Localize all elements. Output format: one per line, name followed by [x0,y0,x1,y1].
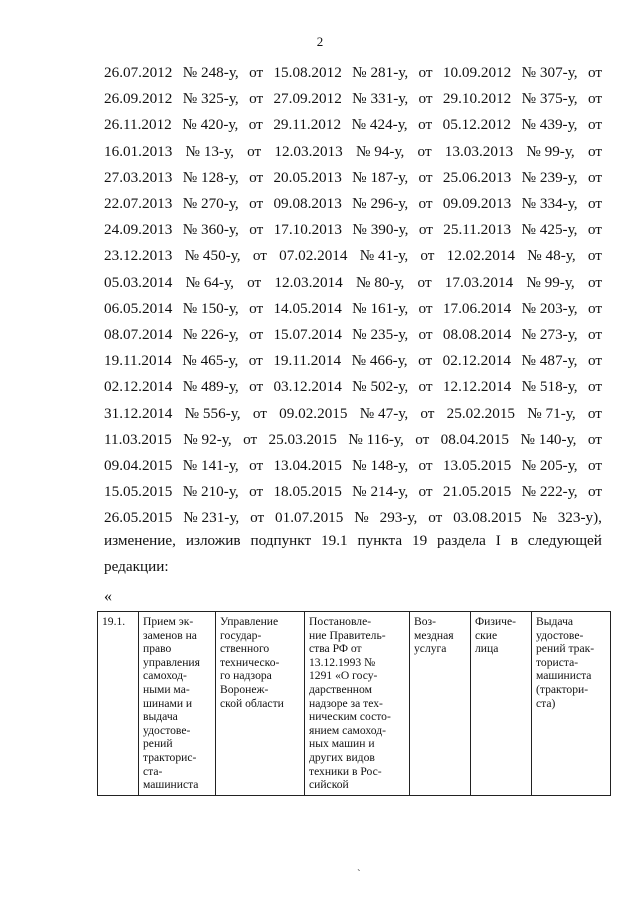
text-token: № 235-у, [352,326,409,343]
text-line [104,221,602,243]
text-token: № 556-у, [184,404,241,422]
text-token: 22.07.2013 [104,195,173,212]
text-line [104,431,602,453]
text-token: 08.04.2015 [440,430,509,448]
text-token: 26.05.2015 [104,509,173,527]
text-token: № 502-у, [352,378,409,396]
text-token: от [418,195,433,212]
text-token: № 296-у, [352,195,409,212]
text-token: 26.11.2012 [104,116,172,134]
opening-quote: « [104,588,112,605]
text-token: изменение, [104,532,176,549]
text-token: от [415,430,430,448]
text-token: 09.02.2015 [279,404,348,422]
text-token: от [248,116,263,134]
text-token: 11.03.2015 [104,430,172,448]
text-line [104,274,602,296]
text-token: 25.02.2015 [446,404,515,422]
text-token: от [428,509,443,527]
text-line [104,457,602,479]
text-token: 05.03.2014 [104,273,173,291]
text-token: от [249,221,264,239]
text-token: 24.09.2013 [104,221,173,239]
text-token: от [587,90,602,108]
text-token: 29.10.2012 [442,90,512,108]
text-token: от [418,483,433,501]
text-token: 15.08.2012 [273,64,342,81]
text-token: в [510,532,518,549]
text-token: 13.04.2015 [273,457,342,474]
text-token: № [532,509,547,527]
text-token: 12.12.2014 [442,378,512,396]
text-token: № 48-у, [527,247,576,265]
text-token: от [587,116,602,134]
text-token: 19 [411,532,428,549]
text-line [104,116,602,138]
cell-service-name: Прием эк- заменов на право управления самоход- ными ма- шинами и выдача удостове- рений тракторис- ста- машиниста [139,612,216,796]
text-token: 20.05.2013 [273,168,342,186]
text-token: от [249,457,264,474]
text-token: от [249,64,264,81]
continuation-line-2: редакции: [104,558,169,575]
cell-authority: Управление государ- ственного техническо- го надзора Воронеж- ской области [216,612,305,796]
text-token: от [243,430,258,448]
text-token: № 99-у, [526,142,575,160]
text-token: № 148-у, [352,457,409,474]
text-token: от [587,430,602,448]
text-token: от [587,326,602,343]
cell-recipients: Физиче- ские лица [471,612,532,796]
text-token: № 94-у, [355,142,405,160]
text-token: от [252,247,267,265]
text-token: 19.11.2014 [273,352,342,370]
text-token: 02.12.2014 [442,352,511,370]
cell-number: 19.1. [98,612,139,796]
text-line [104,300,602,322]
text-token: 323-у), [557,509,602,527]
text-token: 12.02.2014 [446,247,515,265]
text-token: 27.09.2012 [273,90,342,108]
text-token: № 13-у, [185,142,234,160]
text-token: от [587,142,602,160]
text-token: 18.05.2015 [273,483,342,501]
text-token: следующей [527,532,602,549]
text-line [104,195,602,217]
text-token: 25.06.2013 [442,168,512,186]
text-token: от [418,64,433,81]
text-token: I [495,532,501,549]
text-token: № 231-у, [183,509,240,527]
text-token: 19.11.2014 [104,352,172,370]
text-token: № 92-у, [183,430,232,448]
text-token: от [417,142,432,160]
text-token: № 489-у, [182,378,239,396]
text-token: от [587,378,602,396]
text-token: № 424-у, [351,116,408,134]
text-token: от [418,168,433,186]
text-line [104,169,602,191]
table-row [98,612,611,796]
text-token: 08.07.2014 [104,326,173,343]
text-token: 29.11.2012 [273,116,342,134]
text-token: 07.02.2014 [279,247,348,265]
text-token: № 360-у, [182,221,239,239]
text-token: 25.03.2015 [268,430,337,448]
continuation-line-1 [104,532,602,550]
text-token: от [587,457,602,474]
text-token: 05.12.2012 [442,116,511,134]
text-token: 01.07.2015 [275,509,344,527]
text-token: 09.04.2015 [104,457,173,474]
text-line [104,378,602,400]
text-token: № 150-у, [182,299,239,317]
text-token: № 99-у, [526,273,575,291]
text-token: от [249,299,264,317]
text-token: 13.05.2015 [442,457,512,474]
text-token: № 141-у, [182,457,239,474]
text-token: от [418,221,433,239]
text-token: от [418,326,433,343]
text-token: 17.03.2014 [444,273,514,291]
text-token: № 325-у, [182,90,239,108]
text-line [104,509,602,531]
text-token: от [418,378,433,396]
text-token: от [418,116,433,134]
text-token: 25.11.2013 [443,221,512,239]
text-token: № 248-у, [182,64,239,81]
text-token: № 331-у, [352,90,409,108]
text-token: от [252,404,267,422]
text-token: № 140-у, [520,430,577,448]
text-token: № 239-у, [521,168,578,186]
text-token: от [250,509,265,527]
text-token: № 80-у, [355,273,405,291]
text-token: 19.1 [321,532,348,549]
text-token: № 270-у, [182,195,239,212]
text-token: № 226-у, [182,326,239,343]
text-token: № 210-у, [182,483,239,501]
text-token: от [420,247,435,265]
text-token: № 487-у, [521,352,578,370]
text-token: 16.01.2013 [104,142,173,160]
text-token: 15.05.2015 [104,483,173,501]
text-token: от [247,142,262,160]
text-line [104,405,602,427]
page-number: 2 [316,34,324,49]
text-token: № 222-у, [521,483,578,501]
text-token: № [354,509,369,527]
text-token: № 450-у, [184,247,241,265]
bottom-mark: ` [357,868,361,880]
text-token: 10.09.2012 [442,64,512,81]
text-token: от [587,483,602,501]
text-token: от [418,90,433,108]
text-token: № 47-у, [359,404,409,422]
text-token: 02.12.2014 [104,378,173,396]
cell-legal-act: Постановле- ние Правитель- ства РФ от 13.12.1993 № 1291 «О госу- дарственном надзоре за тех- ническим состо- янием самоход- ных машин и других видов техники в Рос- сийской [305,612,410,796]
text-token: № 375-у, [521,90,578,108]
text-token: № 161-у, [352,299,409,317]
text-token: от [247,273,262,291]
text-token: № 205-у, [521,457,578,474]
text-token: № 128-у, [182,168,239,186]
cell-payment-type: Воз- мездная услуга [410,612,471,796]
text-token: 03.12.2014 [273,378,342,396]
text-token: № 465-у, [182,352,239,370]
text-token: 17.06.2014 [442,299,512,317]
text-token: 08.08.2014 [442,326,512,343]
text-token: № 116-у, [348,430,404,448]
text-line [104,64,602,86]
text-token: № 187-у, [352,168,409,186]
text-token: от [587,64,602,81]
text-token: № 466-у, [351,352,408,370]
text-token: № 281-у, [352,64,409,81]
text-token: от [587,168,602,186]
text-line [104,483,602,505]
text-token: 17.10.2013 [273,221,342,239]
text-token: подпункт [250,532,312,549]
text-token: 12.03.2014 [274,273,343,291]
text-token: № 203-у, [521,299,578,317]
text-token: № 425-у, [521,221,578,239]
text-line [104,247,602,269]
text-token: 09.08.2013 [273,195,342,212]
text-token: 23.12.2013 [104,247,173,265]
text-line [104,352,602,374]
service-registry-table [97,611,611,796]
text-token: пункта [357,532,403,549]
cell-result: Выдача удостове- рений трак- ториста- машиниста (трактори- ста) [532,612,611,796]
text-line [104,326,602,348]
text-token: № 64-у, [185,273,234,291]
text-token: от [249,378,264,396]
text-token: от [249,168,264,186]
text-token: от [249,326,264,343]
text-token: от [587,404,602,422]
text-token: 26.09.2012 [104,90,173,108]
text-token: № 390-у, [352,221,409,239]
text-token: № 518-у, [521,378,578,396]
text-token: № 71-у, [527,404,576,422]
text-token: от [248,352,263,370]
text-token: 12.03.2013 [274,142,343,160]
text-token: № 273-у, [521,326,578,343]
text-token: № 41-у, [359,247,409,265]
text-token: 27.03.2013 [104,168,173,186]
text-token: 06.05.2014 [104,299,173,317]
text-token: раздела [437,532,486,549]
text-token: от [587,247,602,265]
text-token: № 334-у, [521,195,578,212]
text-token: № 214-у, [352,483,409,501]
text-token: 31.12.2014 [104,404,173,422]
text-token: № 307-у, [521,64,578,81]
text-token: от [587,299,602,317]
text-token: № 420-у, [182,116,239,134]
text-token: 293-у, [379,509,418,527]
text-token: № 439-у, [521,116,578,134]
text-token: от [587,221,602,239]
text-token: от [418,457,433,474]
text-token: от [417,273,432,291]
text-token: 21.05.2015 [442,483,512,501]
text-token: от [587,195,602,212]
text-token: изложив [185,532,241,549]
text-token: 03.08.2015 [453,509,522,527]
text-token: от [249,195,264,212]
text-token: 13.03.2013 [444,142,514,160]
text-token: от [587,352,602,370]
text-token: 26.07.2012 [104,64,173,81]
text-token: от [587,273,602,291]
text-token: от [418,299,433,317]
text-token: от [249,483,264,501]
text-token: 15.07.2014 [273,326,342,343]
text-token: от [420,404,435,422]
text-token: 09.09.2013 [442,195,512,212]
text-line [104,90,602,112]
text-token: от [418,352,433,370]
text-line [104,143,602,165]
text-token: 14.05.2014 [273,299,342,317]
text-token: от [249,90,264,108]
